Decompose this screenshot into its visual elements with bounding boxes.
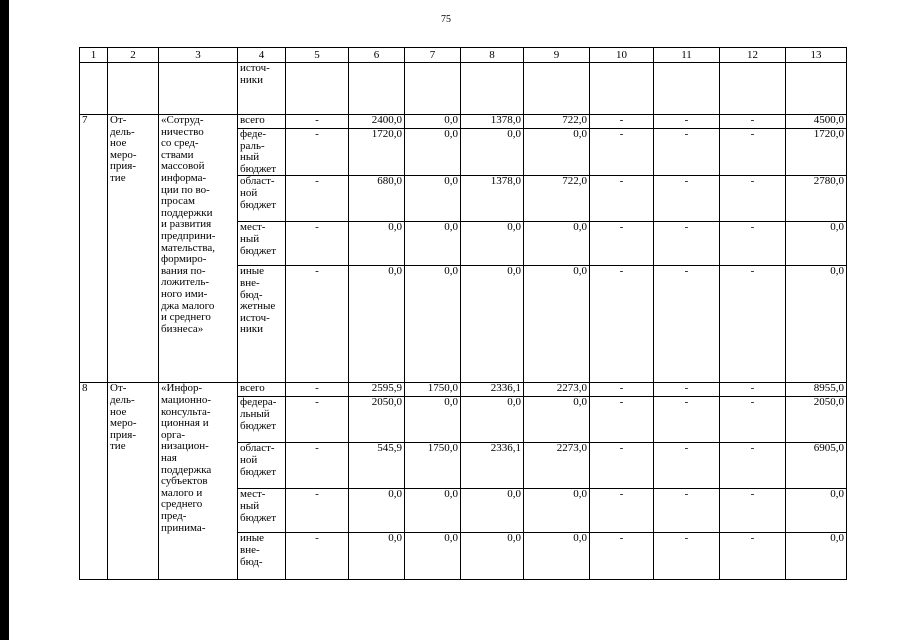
amount-cell: 0,0 bbox=[405, 397, 461, 443]
amount-cell: - bbox=[720, 266, 786, 383]
amount-cell: 0,0 bbox=[524, 129, 590, 176]
amount-cell: - bbox=[286, 533, 349, 580]
amount-cell: 2336,1 bbox=[461, 443, 524, 489]
amount-cell: 0,0 bbox=[524, 489, 590, 533]
amount-cell: 0,0 bbox=[786, 222, 847, 266]
amount-cell: - bbox=[286, 489, 349, 533]
funding-source-cell: федера- льный бюджет bbox=[238, 397, 286, 443]
amount-cell: - bbox=[654, 266, 720, 383]
col-header: 10 bbox=[590, 48, 654, 63]
amount-cell: 6905,0 bbox=[786, 443, 847, 489]
amount-cell: 722,0 bbox=[524, 176, 590, 222]
amount-cell: 0,0 bbox=[461, 397, 524, 443]
amount-cell: - bbox=[720, 222, 786, 266]
measure-number-cell: 7 bbox=[80, 115, 108, 383]
col-header: 4 bbox=[238, 48, 286, 63]
amount-cell: - bbox=[286, 383, 349, 397]
page-number: 75 bbox=[441, 14, 451, 25]
amount-cell: - bbox=[286, 397, 349, 443]
amount-cell: 1378,0 bbox=[461, 176, 524, 222]
amount-cell: 1720,0 bbox=[349, 129, 405, 176]
funding-source-cell: мест- ный бюджет bbox=[238, 222, 286, 266]
amount-cell: 0,0 bbox=[405, 176, 461, 222]
amount-cell: - bbox=[720, 489, 786, 533]
amount-cell: - bbox=[654, 222, 720, 266]
amount-cell: - bbox=[590, 176, 654, 222]
col-header: 2 bbox=[108, 48, 159, 63]
amount-cell: - bbox=[654, 129, 720, 176]
amount-cell: 2273,0 bbox=[524, 443, 590, 489]
amount-cell: - bbox=[720, 397, 786, 443]
amount-cell: - bbox=[590, 115, 654, 129]
table-row bbox=[80, 383, 847, 397]
amount-cell: - bbox=[720, 176, 786, 222]
amount-cell: - bbox=[286, 129, 349, 176]
amount-cell: 1750,0 bbox=[405, 443, 461, 489]
amount-cell: 0,0 bbox=[405, 222, 461, 266]
amount-cell: - bbox=[654, 383, 720, 397]
amount-cell: - bbox=[720, 129, 786, 176]
col-header: 6 bbox=[349, 48, 405, 63]
measure-group-7 bbox=[80, 115, 847, 383]
amount-cell: - bbox=[720, 533, 786, 580]
amount-cell: 545,9 bbox=[349, 443, 405, 489]
amount-cell: - bbox=[590, 129, 654, 176]
amount-cell: - bbox=[590, 397, 654, 443]
amount-cell: - bbox=[286, 222, 349, 266]
amount-cell: 0,0 bbox=[405, 129, 461, 176]
measure-name-cell: «Сотруд- ничество со сред- ствами массовой информа- ции по во- просам поддержки и развития предприни- мательства, формиро- вания по- ложитель- ного ими- джа малого и среднего бизнеса» bbox=[159, 115, 238, 383]
amount-cell: 2050,0 bbox=[786, 397, 847, 443]
funding-source-cell: мест- ный бюджет bbox=[238, 489, 286, 533]
amount-cell: 0,0 bbox=[461, 533, 524, 580]
measure-group-8 bbox=[80, 383, 847, 580]
amount-cell: - bbox=[720, 115, 786, 129]
amount-cell: 0,0 bbox=[524, 533, 590, 580]
col-header: 8 bbox=[461, 48, 524, 63]
amount-cell: - bbox=[590, 222, 654, 266]
measure-type-cell: От- дель- ное меро- прия- тие bbox=[108, 115, 159, 383]
measure-number-cell: 8 bbox=[80, 383, 108, 580]
amount-cell: 1720,0 bbox=[786, 129, 847, 176]
amount-cell: 1378,0 bbox=[461, 115, 524, 129]
col-header: 3 bbox=[159, 48, 238, 63]
amount-cell: - bbox=[720, 383, 786, 397]
amount-cell: 2050,0 bbox=[349, 397, 405, 443]
funding-source-cell: всего bbox=[238, 115, 286, 129]
amount-cell: - bbox=[590, 443, 654, 489]
amount-cell: 2400,0 bbox=[349, 115, 405, 129]
col-header: 1 bbox=[80, 48, 108, 63]
amount-cell: - bbox=[654, 489, 720, 533]
amount-cell: - bbox=[654, 533, 720, 580]
amount-cell: 0,0 bbox=[405, 115, 461, 129]
amount-cell: 0,0 bbox=[349, 266, 405, 383]
amount-cell: 0,0 bbox=[405, 266, 461, 383]
amount-cell: - bbox=[590, 383, 654, 397]
col-header: 11 bbox=[654, 48, 720, 63]
col-header: 5 bbox=[286, 48, 349, 63]
amount-cell: - bbox=[654, 115, 720, 129]
amount-cell: - bbox=[590, 533, 654, 580]
funding-source-cell: област- ной бюджет bbox=[238, 176, 286, 222]
column-number-row bbox=[80, 48, 847, 63]
amount-cell: 0,0 bbox=[524, 397, 590, 443]
amount-cell: - bbox=[654, 443, 720, 489]
amount-cell: 0,0 bbox=[461, 222, 524, 266]
carry-over-row bbox=[80, 63, 847, 115]
amount-cell: 0,0 bbox=[786, 489, 847, 533]
amount-cell: 1750,0 bbox=[405, 383, 461, 397]
amount-cell: 0,0 bbox=[461, 129, 524, 176]
funding-source-cell: всего bbox=[238, 383, 286, 397]
table-row bbox=[80, 115, 847, 129]
amount-cell: 2780,0 bbox=[786, 176, 847, 222]
col-header: 7 bbox=[405, 48, 461, 63]
amount-cell: - bbox=[654, 176, 720, 222]
amount-cell: 2595,9 bbox=[349, 383, 405, 397]
amount-cell: 0,0 bbox=[461, 489, 524, 533]
scan-left-edge bbox=[0, 0, 9, 640]
funding-source-cell: иные вне- бюд- жетные источ- ники bbox=[238, 266, 286, 383]
amount-cell: 0,0 bbox=[405, 533, 461, 580]
amount-cell: 0,0 bbox=[349, 222, 405, 266]
amount-cell: - bbox=[654, 397, 720, 443]
amount-cell: 8955,0 bbox=[786, 383, 847, 397]
amount-cell: 0,0 bbox=[786, 533, 847, 580]
amount-cell: 0,0 bbox=[349, 489, 405, 533]
col-header: 12 bbox=[720, 48, 786, 63]
measure-type-cell: От- дель- ное меро- прия- тие bbox=[108, 383, 159, 580]
col-header: 13 bbox=[786, 48, 847, 63]
funding-source-cell: иные вне- бюд- bbox=[238, 533, 286, 580]
amount-cell: 0,0 bbox=[786, 266, 847, 383]
amount-cell: 0,0 bbox=[524, 222, 590, 266]
amount-cell: 722,0 bbox=[524, 115, 590, 129]
funding-source-cell: феде- раль- ный бюджет bbox=[238, 129, 286, 176]
amount-cell: - bbox=[286, 115, 349, 129]
amount-cell: 2273,0 bbox=[524, 383, 590, 397]
funding-source-cell: област- ной бюджет bbox=[238, 443, 286, 489]
amount-cell: - bbox=[286, 443, 349, 489]
col-header: 9 bbox=[524, 48, 590, 63]
amount-cell: 2336,1 bbox=[461, 383, 524, 397]
measure-name-cell: «Инфор- мационно- консульта- ционная и орга- низацион- ная поддержка субъектов малого и среднего пред- принима- bbox=[159, 383, 238, 580]
amount-cell: 4500,0 bbox=[786, 115, 847, 129]
amount-cell: - bbox=[720, 443, 786, 489]
amount-cell: - bbox=[286, 266, 349, 383]
amount-cell: - bbox=[286, 176, 349, 222]
amount-cell: 0,0 bbox=[405, 489, 461, 533]
amount-cell: 0,0 bbox=[349, 533, 405, 580]
source-cell: источ- ники bbox=[238, 63, 286, 115]
amount-cell: - bbox=[590, 266, 654, 383]
amount-cell: - bbox=[590, 489, 654, 533]
amount-cell: 0,0 bbox=[524, 266, 590, 383]
amount-cell: 0,0 bbox=[461, 266, 524, 383]
amount-cell: 680,0 bbox=[349, 176, 405, 222]
funding-table bbox=[79, 47, 847, 580]
